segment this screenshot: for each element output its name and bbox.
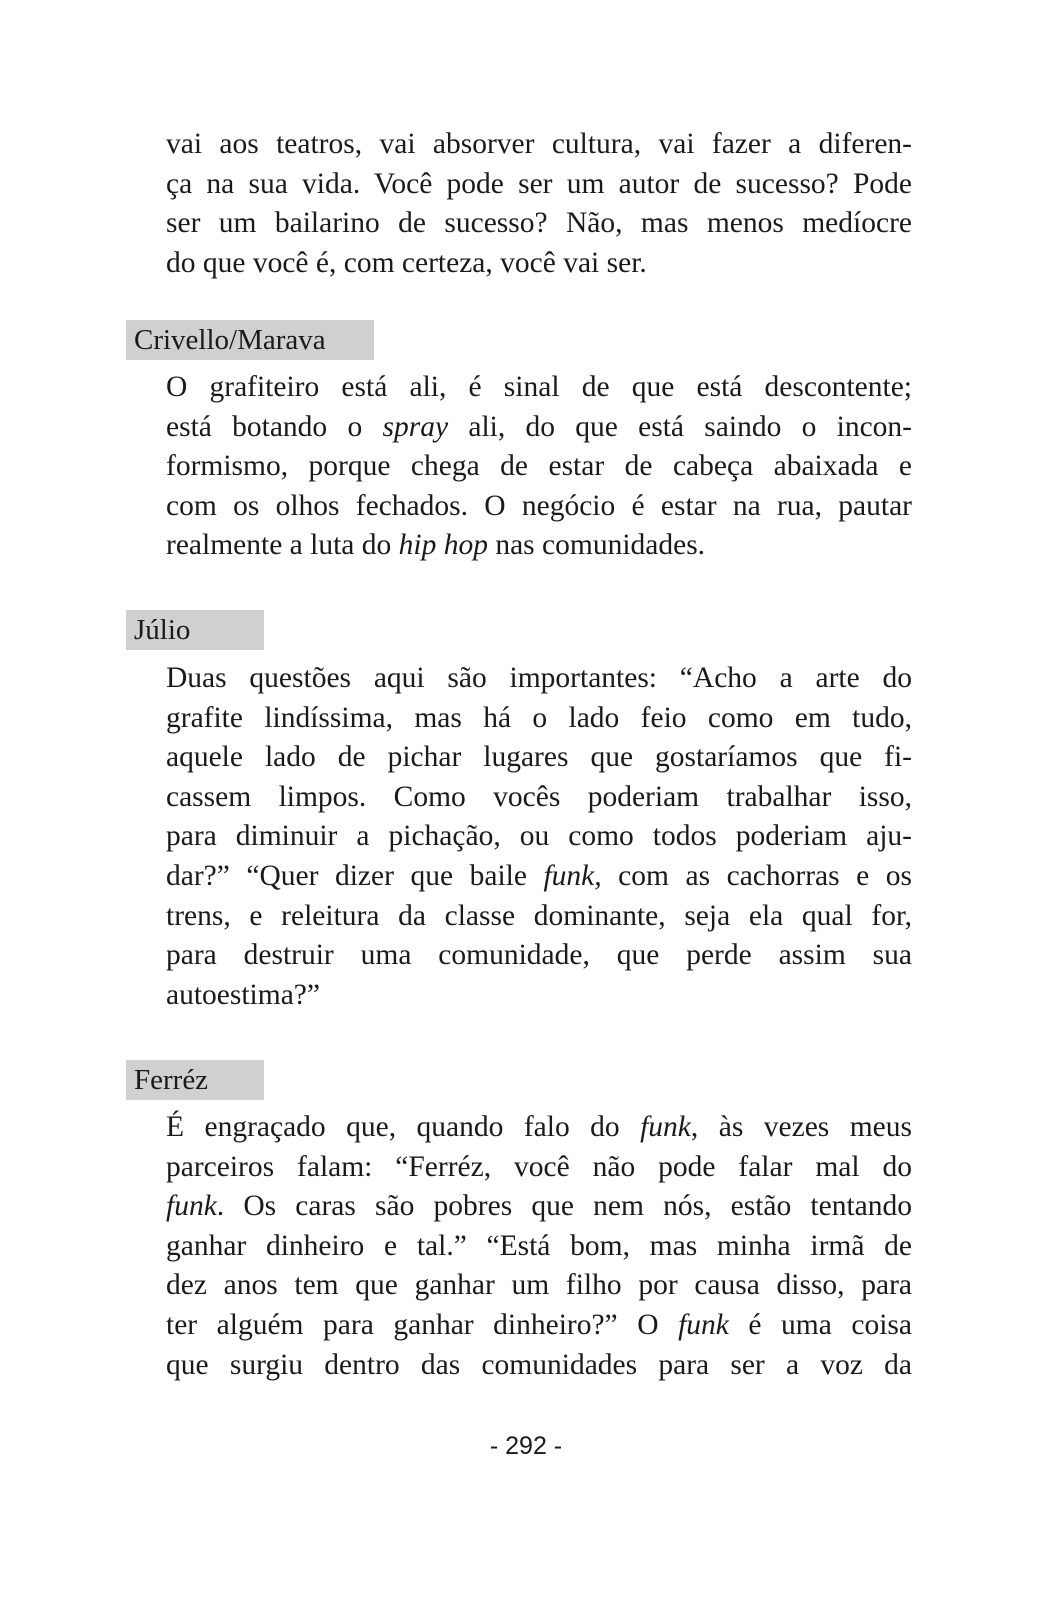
paragraph-line: para destruir uma comunidade, que perde assim sua (166, 939, 912, 972)
paragraph-line: para diminuir a pichação, ou como todos poderiam aju- (166, 820, 912, 853)
paragraph-line: está botando o spray ali, do que está saindo o incon- (166, 410, 913, 443)
paragraph-line: formismo, porque chega de estar de cabeça abaixada e (166, 450, 912, 483)
paragraph-line: dar?” “Quer dizer que baile funk, com as cachorras e os (166, 859, 912, 892)
paragraph-line: parceiros falam: “Ferréz, você não pode falar mal do (166, 1150, 912, 1183)
julio-paragraph (166, 659, 912, 1015)
speaker-label-crivello-marava: Crivello/Marava (126, 320, 374, 360)
speaker-label-julio: Júlio (126, 610, 264, 650)
paragraph-line: realmente a luta do hip hop nas comunidades. (166, 529, 706, 562)
paragraph-line: ter alguém para ganhar dinheiro?” O funk é uma coisa (166, 1308, 913, 1341)
crivello-marava-paragraph (166, 368, 912, 566)
paragraph-line: dez anos tem que ganhar um filho por causa disso, para (166, 1269, 912, 1302)
paragraph-line: O grafiteiro está ali, é sinal de que está descontente; (166, 371, 912, 403)
italic-term: funk (166, 1190, 217, 1223)
paragraph-line: ganhar dinheiro e tal.” “Está bom, mas minha irmã de (166, 1229, 912, 1262)
paragraph-line: Duas questões aqui são importantes: “Acho a arte do (166, 662, 912, 694)
paragraph-line: funk. Os caras são pobres que nem nós, estão tentando (166, 1190, 912, 1223)
intro-line: do que você é, com certeza, você vai ser. (166, 246, 647, 279)
paragraph-line: cassem limpos. Como vocês poderiam trabalhar isso, (166, 780, 912, 813)
paragraph-line: autoestima?” (166, 978, 320, 1011)
intro-paragraph (166, 125, 912, 283)
paragraph-line: trens, e releitura da classe dominante, seja ela qual for, (166, 899, 912, 932)
italic-term: spray (382, 410, 449, 443)
intro-line: ser um bailarino de sucesso? Não, mas menos medíocre (166, 207, 912, 240)
paragraph-line: É engraçado que, quando falo do funk, às vezes meus (166, 1111, 912, 1143)
ferrez-paragraph (166, 1108, 912, 1385)
italic-term: funk, (543, 859, 602, 892)
paragraph-line: grafite lindíssima, mas há o lado feio como em tudo, (166, 701, 912, 734)
italic-term: hip hop (398, 529, 488, 562)
italic-term: funk (640, 1111, 691, 1143)
paragraph-line: que surgiu dentro das comunidades para ser a voz da (166, 1348, 912, 1381)
paragraph-line: aquele lado de pichar lugares que gostaríamos que fi- (166, 741, 912, 774)
speaker-label-ferrez: Ferréz (126, 1060, 264, 1100)
paragraph-line: com os olhos fechados. O negócio é estar na rua, pautar (166, 489, 912, 522)
italic-term: funk (678, 1308, 729, 1341)
page-number: - 292 - (489, 1432, 563, 1460)
intro-line: ça na sua vida. Você pode ser um autor de sucesso? Pode (166, 167, 912, 200)
intro-line: vai aos teatros, vai absorver cultura, vai fazer a diferen- (166, 128, 912, 160)
